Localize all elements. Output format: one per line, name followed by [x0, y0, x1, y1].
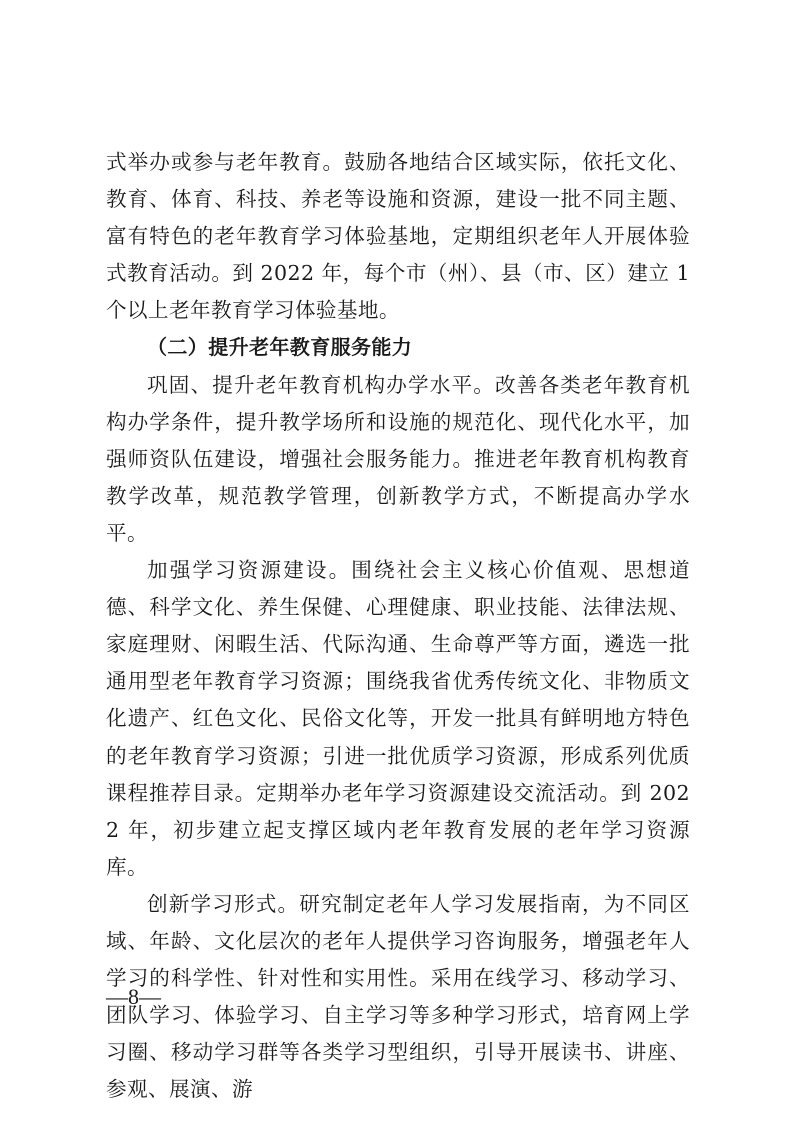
paragraph-institution-level: 巩固、提升老年教育机构办学水平。改善各类老年教育机构办学条件，提升教学场所和设施的规范化、现代化水平，加强师资队伍建设，增强社会服务能力。推进老年教育机构教育教学改革，规范教学管理，创新教学方式，不断提高办学水平。 — [106, 372, 690, 545]
paragraph-learning-forms: 创新学习形式。研究制定老年人学习发展指南，为不同区域、年龄、文化层次的老年人提供学习咨询服务，增强老年人学习的科学性、针对性和实用性。采用在线学习、移动学习、团队学习、体验学习、自主学习等多种学习形式，培育网上学习圈、移动学习群等各类学习型组织，引导开展读书、讲座、参观、展演、游 — [106, 891, 690, 1102]
page-number: —8— — [106, 984, 161, 1009]
paragraph-continuation: 式举办或参与老年教育。鼓励各地结合区域实际，依托文化、教育、体育、科技、养老等设施和资源，建设一批不同主题、富有特色的老年教育学习体验基地，定期组织老年人开展体验式教育活动。到 2022 年，每个市（州）、县（市、区）建立 1 个以上老年教育学习体验基地。 — [106, 150, 690, 323]
section-heading: （二）提升老年教育服务能力 — [147, 335, 413, 360]
document-body — [106, 144, 690, 1108]
paragraph-learning-resources: 加强学习资源建设。围绕社会主义核心价值观、思想道德、科学文化、养生保健、心理健康、职业技能、法律法规、家庭理财、闲暇生活、代际沟通、生命尊严等方面，遴选一批通用型老年教育学习资源；围绕我省优秀传统文化、非物质文化遗产、红色文化、民俗文化等，开发一批具有鲜明地方特色的老年教育学习资源；引进一批优质学习资源，形成系列优质课程推荐目录。定期举办老年学习资源建设交流活动。到 2022 年，初步建立起支撑区域内老年教育发展的老年学习资源库。 — [106, 558, 690, 879]
